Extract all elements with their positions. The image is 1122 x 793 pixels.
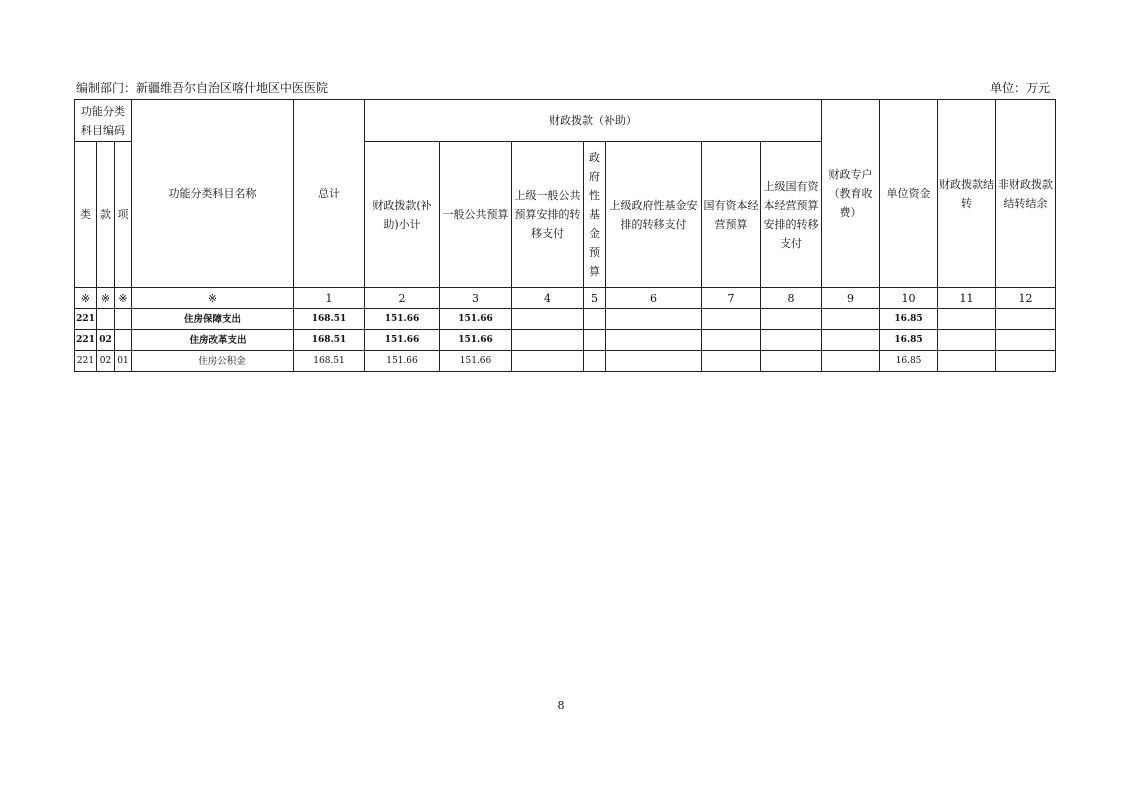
general-budget-cell: 151.66 <box>440 309 512 330</box>
table-row <box>75 351 1056 372</box>
empty-cell <box>512 330 584 351</box>
fiscal-group-header: 财政拨款（补助） <box>365 100 822 142</box>
budget-table <box>74 99 1056 372</box>
empty-cell <box>512 351 584 372</box>
code-xiang-cell <box>115 309 132 330</box>
index-cell: ※ <box>132 288 294 309</box>
unit-label: 单位：万元 <box>990 81 1051 95</box>
code-group-header: 功能分类科目编码 <box>75 100 132 142</box>
upper-state-capital-transfer-header: 上级国有资本经营预算安排的转移支付 <box>761 142 822 288</box>
fiscal-subtotal-cell: 151.66 <box>365 309 440 330</box>
index-cell: 6 <box>606 288 702 309</box>
code-lei-cell: 221 <box>75 351 97 372</box>
code-xiang-cell <box>115 330 132 351</box>
index-cell: 1 <box>294 288 365 309</box>
item-name-cell: 住房公积金 <box>132 351 294 372</box>
name-header: 功能分类科目名称 <box>132 100 294 288</box>
index-cell: 7 <box>702 288 761 309</box>
unit-funds-cell: 16.85 <box>880 330 938 351</box>
unit-funds-cell: 16.85 <box>880 351 938 372</box>
index-cell: 3 <box>440 288 512 309</box>
header-row-1 <box>75 100 1056 142</box>
index-cell: 12 <box>996 288 1056 309</box>
fiscal-carryover-header: 财政拨款结转 <box>938 100 996 288</box>
code-kuan-cell <box>97 309 115 330</box>
item-name-cell: 住房改革支出 <box>132 330 294 351</box>
empty-cell <box>584 309 606 330</box>
upper-gov-fund-transfer-header: 上级政府性基金安排的转移支付 <box>606 142 702 288</box>
code-kuan-cell: 02 <box>97 330 115 351</box>
empty-cell <box>584 330 606 351</box>
state-capital-budget-header: 国有资本经营预算 <box>702 142 761 288</box>
empty-cell <box>822 330 880 351</box>
index-cell: 5 <box>584 288 606 309</box>
nonfiscal-carryover-header: 非财政拨款结转结余 <box>996 100 1056 288</box>
empty-cell <box>702 351 761 372</box>
total-header: 总计 <box>294 100 365 288</box>
empty-cell <box>996 309 1056 330</box>
empty-cell <box>822 351 880 372</box>
upper-general-transfer-header: 上级一般公共预算安排的转移支付 <box>512 142 584 288</box>
index-cell: 9 <box>822 288 880 309</box>
empty-cell <box>606 309 702 330</box>
empty-cell <box>761 351 822 372</box>
index-cell: 4 <box>512 288 584 309</box>
empty-cell <box>761 309 822 330</box>
fiscal-subtotal-header: 财政拨款(补助)小计 <box>365 142 440 288</box>
general-budget-cell: 151.66 <box>440 351 512 372</box>
empty-cell <box>702 309 761 330</box>
index-cell: ※ <box>115 288 132 309</box>
total-cell: 168.51 <box>294 351 365 372</box>
special-account-header: 财政专户（教育收费） <box>822 100 880 288</box>
empty-cell <box>822 309 880 330</box>
empty-cell <box>996 330 1056 351</box>
total-cell: 168.51 <box>294 309 365 330</box>
fiscal-subtotal-cell: 151.66 <box>365 330 440 351</box>
index-row <box>75 288 1056 309</box>
page-number: 8 <box>557 699 565 712</box>
code-lei-cell: 221 <box>75 330 97 351</box>
empty-cell <box>512 309 584 330</box>
department-label: 编制部门：新疆维吾尔自治区喀什地区中医医院 <box>76 81 329 95</box>
item-name-cell: 住房保障支出 <box>132 309 294 330</box>
unit-funds-header: 单位资金 <box>880 100 938 288</box>
fiscal-subtotal-cell: 151.66 <box>365 351 440 372</box>
index-cell: 8 <box>761 288 822 309</box>
general-budget-cell: 151.66 <box>440 330 512 351</box>
index-cell: ※ <box>97 288 115 309</box>
empty-cell <box>761 330 822 351</box>
empty-cell <box>606 351 702 372</box>
gov-fund-budget-header: 政府性基金预算 <box>584 142 606 288</box>
index-cell: ※ <box>75 288 97 309</box>
total-cell: 168.51 <box>294 330 365 351</box>
table-row <box>75 330 1056 351</box>
empty-cell <box>938 309 996 330</box>
index-cell: 10 <box>880 288 938 309</box>
general-budget-header: 一般公共预算 <box>440 142 512 288</box>
code-xiang-header: 项 <box>115 142 132 288</box>
empty-cell <box>702 330 761 351</box>
table-row <box>75 309 1056 330</box>
code-xiang-cell: 01 <box>115 351 132 372</box>
code-lei-header: 类 <box>75 142 97 288</box>
unit-funds-cell: 16.85 <box>880 309 938 330</box>
empty-cell <box>996 351 1056 372</box>
empty-cell <box>584 351 606 372</box>
code-kuan-cell: 02 <box>97 351 115 372</box>
code-lei-cell: 221 <box>75 309 97 330</box>
empty-cell <box>938 330 996 351</box>
code-kuan-header: 款 <box>97 142 115 288</box>
index-cell: 11 <box>938 288 996 309</box>
index-cell: 2 <box>365 288 440 309</box>
empty-cell <box>938 351 996 372</box>
empty-cell <box>606 330 702 351</box>
